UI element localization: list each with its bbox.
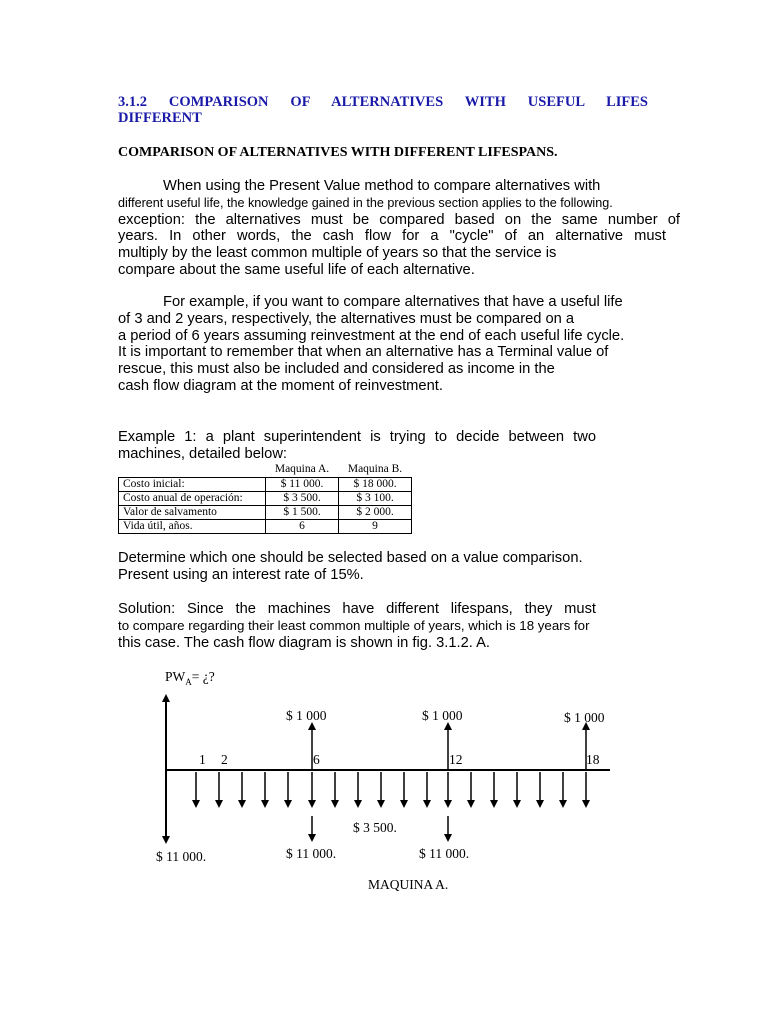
cost-label-0: $ 11 000.	[156, 849, 207, 864]
p2-line-6: cash flow diagram at the moment of reinvestment.	[118, 377, 443, 394]
heading-line-2: DIFFERENT	[118, 110, 202, 126]
period-label-2: 2	[221, 752, 228, 767]
table-row	[119, 478, 412, 492]
heading-line-1: 3.1.2 COMPARISON OF ALTERNATIVES WITH USEFUL LIFES	[118, 94, 648, 110]
question-line-2: Present using an interest rate of 15%.	[118, 566, 364, 583]
annual-cost-arrows	[196, 772, 586, 804]
period-label-12: 12	[449, 752, 463, 767]
example-intro	[118, 429, 596, 463]
table-cell: 9	[339, 520, 412, 534]
p1-line-4: years. In other words, the cash flow for a "cycle" of an alternative must	[118, 228, 666, 245]
section-heading	[118, 94, 648, 126]
p1-line-6: compare about the same useful life of each alternative.	[118, 261, 475, 278]
cost-label-12: $ 11 000.	[419, 846, 470, 861]
pw-label: $PW_A=$ ¿?	[165, 669, 215, 687]
table-cell: Costo anual de operación:	[119, 492, 266, 506]
table-cell: Valor de salvamento	[119, 506, 266, 520]
paragraph-2	[118, 294, 680, 395]
table-cell: 6	[266, 520, 339, 534]
p2-line-5: rescue, this must also be included and considered as income in the	[118, 361, 555, 378]
question-line-1: Determine which one should be selected based on a value comparison.	[118, 550, 583, 566]
table-header-machine-a: Maquina A.	[274, 463, 330, 475]
table-row	[119, 506, 412, 520]
table-cell: $ 1 500.	[266, 506, 339, 520]
solution-line-3: this case. The cash flow diagram is shown in fig. 3.1.2. A.	[118, 634, 490, 651]
table-header-blank	[119, 462, 266, 478]
table-cell: $ 18 000.	[339, 478, 412, 492]
table-cell: Vida útil, años.	[119, 520, 266, 534]
period-label-6: 6	[313, 752, 320, 767]
p2-line-2: of 3 and 2 years, respectively, the alternatives must be compared on a	[118, 310, 575, 327]
table-row	[119, 492, 412, 506]
diagram-caption: MAQUINA A.	[368, 877, 449, 892]
cost-label-6: $ 11 000.	[286, 846, 337, 861]
p2-line-4: It is important to remember that when an alternative has a Terminal value of	[118, 344, 609, 361]
table-header-row	[119, 462, 412, 478]
example-line-1: Example 1: a plant superintendent is trying to decide between two	[118, 429, 596, 445]
salvage-label-12: $ 1 000	[422, 708, 463, 723]
p2-line-1: For example, if you want to compare alternatives that have a useful life	[163, 294, 623, 310]
machine-spec-table	[118, 462, 412, 534]
table-cell: $ 2 000.	[339, 506, 412, 520]
subheading: COMPARISON OF ALTERNATIVES WITH DIFFERENT LIFESPANS.	[118, 145, 558, 160]
solution-paragraph	[118, 601, 648, 651]
table-cell: Costo inicial:	[119, 478, 266, 492]
period-label-18: 18	[586, 752, 600, 767]
salvage-label-18: $ 1 000	[564, 710, 605, 725]
example-line-2: machines, detailed below:	[118, 445, 288, 462]
salvage-label-6: $ 1 000	[286, 708, 327, 723]
solution-line-1: Solution: Since the machines have different lifespans, they must	[118, 601, 596, 617]
solution-line-2: to compare regarding their least common multiple of years, which is 18 years for	[118, 617, 590, 633]
period-label-1: 1	[199, 752, 206, 767]
p1-line-2: different useful life, the knowledge gained in the previous section applies to the following.	[118, 195, 613, 210]
p2-line-3: a period of 6 years assuming reinvestment at the end of each useful life cycle.	[118, 327, 625, 344]
cash-flow-diagram	[0, 660, 768, 900]
table-cell: $ 3 100.	[339, 492, 412, 506]
p1-line-3: exception: the alternatives must be compared based on the same number of	[118, 211, 680, 228]
question-paragraph	[118, 550, 628, 584]
paragraph-1	[118, 178, 680, 279]
p1-line-1: When using the Present Value method to compare alternatives with	[163, 178, 601, 194]
annual-cost-label: $ 3 500.	[353, 820, 397, 835]
table-cell: $ 3 500.	[266, 492, 339, 506]
table-cell: $ 11 000.	[266, 478, 339, 492]
table-row	[119, 520, 412, 534]
p1-line-5: multiply by the least common multiple of years so that the service is	[118, 245, 557, 262]
table-header-machine-b: Maquina B.	[347, 463, 403, 475]
